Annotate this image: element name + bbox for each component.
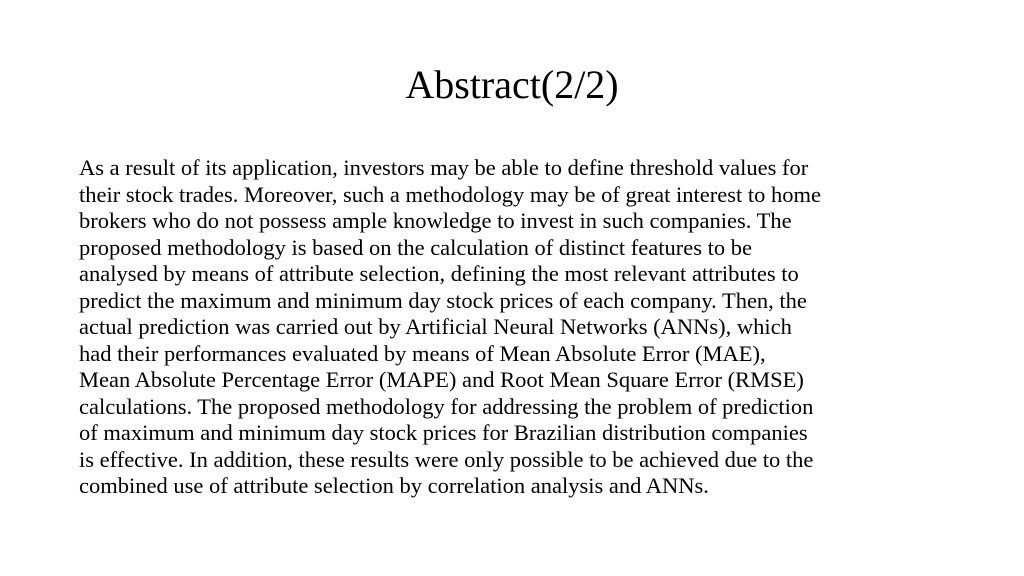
slide-title: Abstract(2/2)	[405, 62, 619, 107]
paragraph-line: predict the maximum and minimum day stock prices of each company. Then, the	[79, 287, 807, 313]
paragraph-line: is effective. In addition, these results were only possible to be achieved due to the	[79, 446, 814, 472]
paragraph-line: Mean Absolute Percentage Error (MAPE) and Root Mean Square Error (RMSE)	[79, 367, 804, 392]
paragraph-line: their stock trades. Moreover, such a methodology may be of great interest to home	[79, 181, 822, 207]
paragraph-line: calculations. The proposed methodology for addressing the problem of prediction	[79, 393, 814, 419]
paragraph-line: of maximum and minimum day stock prices for Brazilian distribution companies	[79, 420, 808, 445]
paragraph-line: proposed methodology is based on the calculation of distinct features to be	[79, 234, 752, 260]
paragraph-line: combined use of attribute selection by correlation analysis and ANNs.	[79, 473, 709, 498]
paragraph-line: analysed by means of attribute selection, defining the most relevant attributes to	[79, 261, 799, 286]
abstract-paragraph	[79, 155, 1009, 500]
paragraph-line: As a result of its application, investors may be able to define threshold values for	[79, 155, 809, 180]
paragraph-line: brokers who do not possess ample knowledge to invest in such companies. The	[79, 208, 792, 233]
paragraph-line: had their performances evaluated by means of Mean Absolute Error (MAE),	[79, 340, 766, 366]
paragraph-line: actual prediction was carried out by Artificial Neural Networks (ANNs), which	[79, 314, 792, 339]
